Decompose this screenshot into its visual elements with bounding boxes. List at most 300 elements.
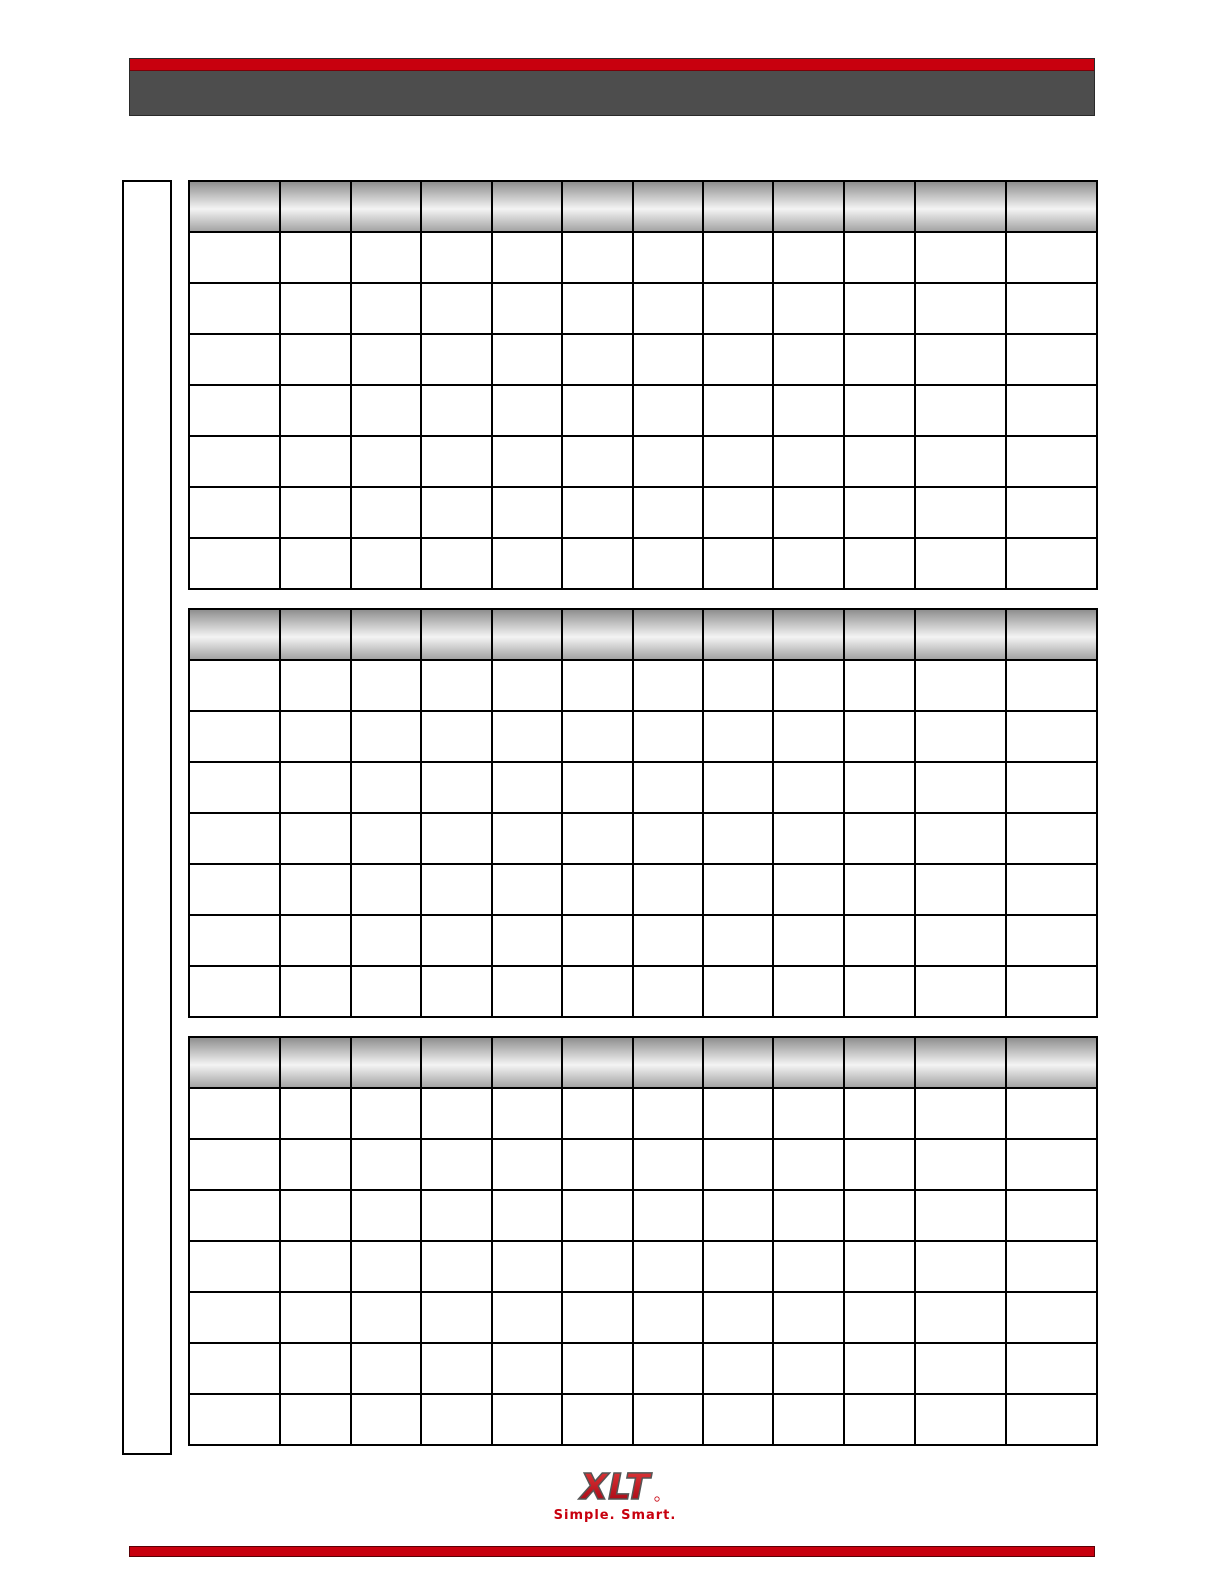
header-cell — [492, 609, 563, 660]
entry-cell[interactable] — [562, 1241, 633, 1292]
table-row — [189, 487, 1097, 538]
entry-cell[interactable] — [492, 487, 563, 538]
entry-cell[interactable] — [915, 1088, 1006, 1139]
entry-cell[interactable] — [703, 1139, 773, 1190]
entry-cell[interactable] — [1006, 711, 1097, 762]
entry-cell[interactable] — [351, 813, 421, 864]
entry-cell[interactable] — [280, 436, 352, 487]
entry-cell[interactable] — [421, 385, 492, 436]
header-cell — [915, 181, 1006, 232]
entry-cell[interactable] — [915, 1241, 1006, 1292]
entry-cell[interactable] — [351, 711, 421, 762]
entry-cell[interactable] — [1006, 915, 1097, 966]
entry-cell[interactable] — [633, 334, 704, 385]
entry-cell[interactable] — [915, 436, 1006, 487]
entry-cell[interactable] — [915, 660, 1006, 711]
entry-cell[interactable] — [633, 538, 704, 589]
table-row — [189, 1241, 1097, 1292]
entry-cell[interactable] — [1006, 966, 1097, 1017]
entry-cell[interactable] — [915, 1292, 1006, 1343]
entry-cell[interactable] — [633, 1394, 704, 1445]
entry-cell[interactable] — [773, 762, 844, 813]
entry-cell[interactable] — [562, 1292, 633, 1343]
entry-cell[interactable] — [421, 915, 492, 966]
entry-cell[interactable] — [1006, 762, 1097, 813]
entry-cell[interactable] — [915, 538, 1006, 589]
entry-cell[interactable] — [703, 334, 773, 385]
entry-cell[interactable] — [1006, 813, 1097, 864]
header-cell — [421, 609, 492, 660]
entry-cell[interactable] — [421, 283, 492, 334]
entry-cell[interactable] — [1006, 436, 1097, 487]
entry-cell[interactable] — [1006, 334, 1097, 385]
entry-cell[interactable] — [633, 436, 704, 487]
brand-logo — [540, 1466, 690, 1532]
entry-cell[interactable] — [1006, 232, 1097, 283]
entry-cell[interactable] — [421, 538, 492, 589]
table-row — [189, 283, 1097, 334]
header-cell — [189, 1037, 280, 1088]
entry-cell[interactable] — [633, 283, 704, 334]
entry-cell[interactable] — [1006, 487, 1097, 538]
table-row — [189, 1139, 1097, 1190]
entry-cell[interactable] — [280, 660, 352, 711]
entry-cell[interactable] — [280, 864, 352, 915]
entry-cell[interactable] — [351, 660, 421, 711]
entry-cell[interactable] — [703, 1394, 773, 1445]
entry-cell[interactable] — [773, 385, 844, 436]
entry-cell[interactable] — [189, 1292, 280, 1343]
table-header-row — [189, 609, 1097, 660]
entry-cell[interactable] — [351, 1292, 421, 1343]
entry-cell[interactable] — [189, 385, 280, 436]
entry-cell[interactable] — [280, 385, 352, 436]
entry-cell[interactable] — [633, 1343, 704, 1394]
entry-cell[interactable] — [492, 1088, 563, 1139]
entry-cell[interactable] — [703, 232, 773, 283]
entry-cell[interactable] — [844, 864, 916, 915]
entry-cell[interactable] — [280, 711, 352, 762]
entry-cell[interactable] — [492, 813, 563, 864]
entry-cell[interactable] — [421, 660, 492, 711]
header-cell — [421, 1037, 492, 1088]
entry-cell[interactable] — [915, 232, 1006, 283]
entry-cell[interactable] — [633, 915, 704, 966]
entry-cell[interactable] — [421, 436, 492, 487]
entry-cell[interactable] — [703, 711, 773, 762]
entry-cell[interactable] — [280, 1394, 352, 1445]
entry-cell[interactable] — [562, 1394, 633, 1445]
entry-cell[interactable] — [915, 1139, 1006, 1190]
entry-cell[interactable] — [633, 232, 704, 283]
entry-cell[interactable] — [189, 864, 280, 915]
entry-cell[interactable] — [915, 711, 1006, 762]
entry-cell[interactable] — [633, 1139, 704, 1190]
entry-cell[interactable] — [351, 915, 421, 966]
header-cell — [703, 609, 773, 660]
header-cell — [562, 181, 633, 232]
entry-cell[interactable] — [492, 1292, 563, 1343]
entry-cell[interactable] — [915, 283, 1006, 334]
entry-cell[interactable] — [703, 385, 773, 436]
entry-cell[interactable] — [351, 334, 421, 385]
entry-cell[interactable] — [189, 966, 280, 1017]
entry-cell[interactable] — [280, 966, 352, 1017]
entry-cell[interactable] — [189, 334, 280, 385]
entry-cell[interactable] — [915, 966, 1006, 1017]
table-row — [189, 1292, 1097, 1343]
entry-cell[interactable] — [1006, 1139, 1097, 1190]
entry-cell[interactable] — [562, 915, 633, 966]
entry-cell[interactable] — [492, 436, 563, 487]
entry-cell[interactable] — [703, 762, 773, 813]
entry-cell[interactable] — [351, 487, 421, 538]
entry-cell[interactable] — [703, 538, 773, 589]
entry-cell[interactable] — [492, 1394, 563, 1445]
header-cell — [844, 181, 916, 232]
entry-cell[interactable] — [1006, 1241, 1097, 1292]
entry-cell[interactable] — [492, 762, 563, 813]
entry-cell[interactable] — [703, 966, 773, 1017]
entry-cell[interactable] — [189, 283, 280, 334]
entry-cell[interactable] — [562, 1088, 633, 1139]
table-row — [189, 538, 1097, 589]
entry-cell[interactable] — [421, 487, 492, 538]
table-row — [189, 1343, 1097, 1394]
entry-cell[interactable] — [421, 813, 492, 864]
entry-cell[interactable] — [773, 864, 844, 915]
entry-cell[interactable] — [773, 283, 844, 334]
header-cell — [703, 181, 773, 232]
entry-cell[interactable] — [773, 538, 844, 589]
entry-cell[interactable] — [492, 1343, 563, 1394]
entry-cell[interactable] — [915, 813, 1006, 864]
entry-cell[interactable] — [633, 864, 704, 915]
entry-cell[interactable] — [351, 232, 421, 283]
entry-cell[interactable] — [421, 334, 492, 385]
entry-cell[interactable] — [280, 1139, 352, 1190]
entry-cell[interactable] — [562, 436, 633, 487]
entry-cell[interactable] — [280, 283, 352, 334]
entry-cell[interactable] — [773, 1292, 844, 1343]
entry-cell[interactable] — [844, 232, 916, 283]
entry-cell[interactable] — [492, 1190, 563, 1241]
entry-cell[interactable] — [844, 1241, 916, 1292]
entry-cell[interactable] — [915, 762, 1006, 813]
entry-cell[interactable] — [492, 334, 563, 385]
entry-cell[interactable] — [703, 1343, 773, 1394]
entry-cell[interactable] — [189, 711, 280, 762]
entry-cell[interactable] — [351, 283, 421, 334]
entry-cell[interactable] — [351, 1241, 421, 1292]
entry-cell[interactable] — [562, 966, 633, 1017]
entry-cell[interactable] — [280, 487, 352, 538]
entry-cell[interactable] — [280, 232, 352, 283]
side-label-panel — [122, 180, 172, 1455]
entry-cell[interactable] — [351, 1088, 421, 1139]
entry-cell[interactable] — [492, 1241, 563, 1292]
entry-cell[interactable] — [492, 385, 563, 436]
table-row — [189, 1394, 1097, 1445]
header-cell — [351, 1037, 421, 1088]
entry-cell[interactable] — [562, 283, 633, 334]
entry-cell[interactable] — [844, 711, 916, 762]
entry-cell[interactable] — [633, 762, 704, 813]
entry-cell[interactable] — [189, 762, 280, 813]
table-row — [189, 813, 1097, 864]
entry-cell[interactable] — [562, 711, 633, 762]
entry-cell[interactable] — [633, 711, 704, 762]
entry-cell[interactable] — [351, 1190, 421, 1241]
entry-cell[interactable] — [562, 334, 633, 385]
header-cell — [351, 609, 421, 660]
entry-cell[interactable] — [1006, 1343, 1097, 1394]
entry-cell[interactable] — [773, 1139, 844, 1190]
entry-cell[interactable] — [421, 232, 492, 283]
entry-cell[interactable] — [189, 813, 280, 864]
entry-cell[interactable] — [703, 487, 773, 538]
entry-cell[interactable] — [1006, 864, 1097, 915]
entry-cell[interactable] — [844, 1139, 916, 1190]
entry-cell[interactable] — [562, 232, 633, 283]
entry-cell[interactable] — [844, 1394, 916, 1445]
entry-cell[interactable] — [421, 711, 492, 762]
header-cell — [1006, 1037, 1097, 1088]
logo-tagline: Simple. Smart. — [553, 1508, 677, 1523]
entry-cell[interactable] — [1006, 1190, 1097, 1241]
entry-cell[interactable] — [189, 436, 280, 487]
entry-cell[interactable] — [351, 1394, 421, 1445]
entry-cell[interactable] — [915, 487, 1006, 538]
entry-cell[interactable] — [280, 1241, 352, 1292]
entry-cell[interactable] — [351, 762, 421, 813]
entry-cell[interactable] — [915, 385, 1006, 436]
entry-cell[interactable] — [492, 232, 563, 283]
entry-cell[interactable] — [189, 1394, 280, 1445]
entry-cell[interactable] — [280, 1190, 352, 1241]
entry-cell[interactable] — [562, 660, 633, 711]
entry-cell[interactable] — [915, 1343, 1006, 1394]
entry-cell[interactable] — [773, 1190, 844, 1241]
entry-cell[interactable] — [1006, 1394, 1097, 1445]
entry-cell[interactable] — [773, 1343, 844, 1394]
entry-cell[interactable] — [1006, 385, 1097, 436]
header-cell — [915, 1037, 1006, 1088]
entry-cell[interactable] — [633, 1292, 704, 1343]
entry-cell[interactable] — [703, 283, 773, 334]
entry-cell[interactable] — [280, 538, 352, 589]
entry-cell[interactable] — [351, 538, 421, 589]
entry-cell[interactable] — [633, 1088, 704, 1139]
entry-cell[interactable] — [844, 334, 916, 385]
entry-cell[interactable] — [915, 334, 1006, 385]
entry-cell[interactable] — [189, 487, 280, 538]
entry-cell[interactable] — [421, 762, 492, 813]
entry-cell[interactable] — [562, 762, 633, 813]
entry-cell[interactable] — [773, 436, 844, 487]
entry-cell[interactable] — [492, 538, 563, 589]
entry-cell[interactable] — [492, 864, 563, 915]
entry-cell[interactable] — [773, 813, 844, 864]
entry-cell[interactable] — [492, 915, 563, 966]
entry-cell[interactable] — [562, 813, 633, 864]
log-table — [188, 1036, 1098, 1446]
entry-cell[interactable] — [280, 813, 352, 864]
entry-cell[interactable] — [562, 487, 633, 538]
entry-cell[interactable] — [915, 915, 1006, 966]
entry-cell[interactable] — [844, 915, 916, 966]
entry-cell[interactable] — [562, 538, 633, 589]
entry-cell[interactable] — [1006, 660, 1097, 711]
entry-cell[interactable] — [492, 966, 563, 1017]
entry-cell[interactable] — [492, 283, 563, 334]
page-header-band — [129, 58, 1095, 116]
entry-cell[interactable] — [189, 1343, 280, 1394]
entry-cell[interactable] — [633, 1190, 704, 1241]
entry-cell[interactable] — [492, 711, 563, 762]
entry-cell[interactable] — [844, 813, 916, 864]
entry-cell[interactable] — [915, 1394, 1006, 1445]
entry-cell[interactable] — [703, 1190, 773, 1241]
entry-cell[interactable] — [703, 915, 773, 966]
entry-cell[interactable] — [189, 660, 280, 711]
entry-cell[interactable] — [421, 1139, 492, 1190]
header-cell — [703, 1037, 773, 1088]
header-cell — [1006, 181, 1097, 232]
entry-cell[interactable] — [562, 1190, 633, 1241]
entry-cell[interactable] — [1006, 1292, 1097, 1343]
entry-cell[interactable] — [280, 762, 352, 813]
entry-cell[interactable] — [844, 1190, 916, 1241]
entry-cell[interactable] — [189, 1088, 280, 1139]
entry-cell[interactable] — [189, 232, 280, 283]
entry-cell[interactable] — [562, 1343, 633, 1394]
entry-cell[interactable] — [351, 1139, 421, 1190]
entry-cell[interactable] — [351, 864, 421, 915]
entry-cell[interactable] — [492, 1139, 563, 1190]
entry-cell[interactable] — [421, 1343, 492, 1394]
entry-cell[interactable] — [280, 1088, 352, 1139]
entry-cell[interactable] — [915, 1190, 1006, 1241]
entry-cell[interactable] — [773, 232, 844, 283]
entry-cell[interactable] — [280, 334, 352, 385]
header-cell — [492, 1037, 563, 1088]
entry-cell[interactable] — [280, 915, 352, 966]
entry-cell[interactable] — [633, 813, 704, 864]
entry-cell[interactable] — [844, 436, 916, 487]
header-cell — [844, 609, 916, 660]
entry-cell[interactable] — [773, 660, 844, 711]
logo-text: XLT — [580, 1467, 650, 1506]
entry-cell[interactable] — [562, 1139, 633, 1190]
header-cell — [492, 181, 563, 232]
entry-cell[interactable] — [421, 1394, 492, 1445]
entry-cell[interactable] — [351, 1343, 421, 1394]
entry-cell[interactable] — [189, 538, 280, 589]
entry-cell[interactable] — [492, 660, 563, 711]
entry-cell[interactable] — [773, 966, 844, 1017]
entry-cell[interactable] — [844, 385, 916, 436]
entry-cell[interactable] — [773, 1394, 844, 1445]
entry-cell[interactable] — [421, 1088, 492, 1139]
entry-cell[interactable] — [703, 864, 773, 915]
table-row — [189, 966, 1097, 1017]
entry-cell[interactable] — [844, 538, 916, 589]
entry-cell[interactable] — [703, 813, 773, 864]
entry-cell[interactable] — [421, 1190, 492, 1241]
table-row — [189, 915, 1097, 966]
entry-cell[interactable] — [844, 966, 916, 1017]
table-row — [189, 1088, 1097, 1139]
entry-cell[interactable] — [189, 1241, 280, 1292]
table-row — [189, 1190, 1097, 1241]
entry-cell[interactable] — [189, 915, 280, 966]
header-cell — [773, 1037, 844, 1088]
table-header-row — [189, 1037, 1097, 1088]
entry-cell[interactable] — [421, 1241, 492, 1292]
header-cell — [562, 609, 633, 660]
entry-cell[interactable] — [844, 1343, 916, 1394]
entry-cell[interactable] — [703, 660, 773, 711]
entry-cell[interactable] — [633, 487, 704, 538]
entry-cell[interactable] — [633, 966, 704, 1017]
table-row — [189, 711, 1097, 762]
entry-cell[interactable] — [773, 487, 844, 538]
entry-cell[interactable] — [844, 283, 916, 334]
entry-cell[interactable] — [703, 1088, 773, 1139]
entry-cell[interactable] — [351, 966, 421, 1017]
entry-cell[interactable] — [633, 660, 704, 711]
entry-cell[interactable] — [280, 1343, 352, 1394]
entry-cell[interactable] — [844, 487, 916, 538]
table-header-row — [189, 181, 1097, 232]
entry-cell[interactable] — [703, 436, 773, 487]
entry-cell[interactable] — [421, 1292, 492, 1343]
entry-cell[interactable] — [421, 966, 492, 1017]
entry-cell[interactable] — [844, 660, 916, 711]
entry-cell[interactable] — [703, 1241, 773, 1292]
entry-cell[interactable] — [351, 385, 421, 436]
entry-cell[interactable] — [421, 864, 492, 915]
entry-cell[interactable] — [562, 385, 633, 436]
entry-cell[interactable] — [1006, 538, 1097, 589]
entry-cell[interactable] — [844, 1292, 916, 1343]
entry-cell[interactable] — [773, 1241, 844, 1292]
entry-cell[interactable] — [562, 864, 633, 915]
entry-cell[interactable] — [189, 1190, 280, 1241]
entry-cell[interactable] — [189, 1139, 280, 1190]
header-cell — [773, 609, 844, 660]
entry-cell[interactable] — [773, 915, 844, 966]
entry-cell[interactable] — [915, 864, 1006, 915]
entry-cell[interactable] — [844, 1088, 916, 1139]
entry-cell[interactable] — [703, 1292, 773, 1343]
table-row — [189, 762, 1097, 813]
entry-cell[interactable] — [844, 762, 916, 813]
entry-cell[interactable] — [773, 711, 844, 762]
header-cell — [915, 609, 1006, 660]
entry-cell[interactable] — [633, 1241, 704, 1292]
entry-cell[interactable] — [280, 1292, 352, 1343]
entry-cell[interactable] — [773, 334, 844, 385]
entry-cell[interactable] — [1006, 1088, 1097, 1139]
entry-cell[interactable] — [1006, 283, 1097, 334]
entry-cell[interactable] — [351, 436, 421, 487]
header-cell — [351, 181, 421, 232]
entry-cell[interactable] — [773, 1088, 844, 1139]
header-cell — [280, 181, 352, 232]
entry-cell[interactable] — [633, 385, 704, 436]
